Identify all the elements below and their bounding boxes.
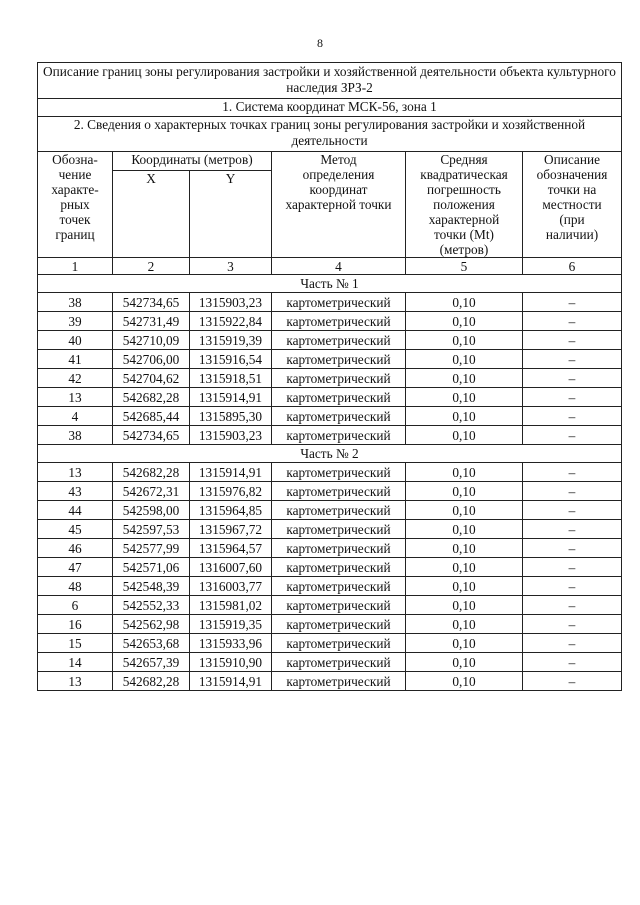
- cell-description: –: [523, 407, 622, 426]
- cell-method: картометрический: [272, 388, 406, 407]
- cell-accuracy: 0,10: [406, 293, 523, 312]
- cell-x: 542734,65: [113, 426, 190, 445]
- cell-y: 1316007,60: [190, 558, 272, 577]
- cell-method: картометрический: [272, 558, 406, 577]
- cell-x: 542552,33: [113, 596, 190, 615]
- cell-method: картометрический: [272, 463, 406, 482]
- cell-point: 41: [38, 350, 113, 369]
- cell-y: 1315919,39: [190, 331, 272, 350]
- header-x: X: [113, 171, 190, 258]
- cell-x: 542731,49: [113, 312, 190, 331]
- cell-x: 542734,65: [113, 293, 190, 312]
- cell-method: картометрический: [272, 615, 406, 634]
- table-row: [38, 520, 622, 539]
- cell-accuracy: 0,10: [406, 482, 523, 501]
- cell-point: 45: [38, 520, 113, 539]
- part-heading: Часть № 2: [38, 445, 622, 463]
- section-heading: 2. Сведения о характерных точках границ зоны регулирования застройки и хозяйственной деятельности: [38, 117, 622, 152]
- cell-x: 542685,44: [113, 407, 190, 426]
- cell-method: картометрический: [272, 520, 406, 539]
- column-number: 4: [272, 258, 406, 275]
- cell-point: 38: [38, 426, 113, 445]
- column-number: 3: [190, 258, 272, 275]
- cell-description: –: [523, 312, 622, 331]
- table-row: [38, 615, 622, 634]
- cell-method: картометрический: [272, 501, 406, 520]
- cell-point: 4: [38, 407, 113, 426]
- cell-y: 1315914,91: [190, 388, 272, 407]
- cell-method: картометрический: [272, 482, 406, 501]
- cell-method: картометрический: [272, 634, 406, 653]
- cell-x: 542682,28: [113, 463, 190, 482]
- column-number: 5: [406, 258, 523, 275]
- cell-description: –: [523, 388, 622, 407]
- cell-y: 1315922,84: [190, 312, 272, 331]
- cell-description: –: [523, 577, 622, 596]
- cell-description: –: [523, 596, 622, 615]
- cell-x: 542706,00: [113, 350, 190, 369]
- cell-method: картометрический: [272, 312, 406, 331]
- cell-point: 43: [38, 482, 113, 501]
- cell-point: 42: [38, 369, 113, 388]
- cell-point: 38: [38, 293, 113, 312]
- cell-x: 542704,62: [113, 369, 190, 388]
- cell-description: –: [523, 482, 622, 501]
- cell-accuracy: 0,10: [406, 672, 523, 691]
- table-row: [38, 539, 622, 558]
- cell-y: 1315964,57: [190, 539, 272, 558]
- cell-accuracy: 0,10: [406, 520, 523, 539]
- table-row: [38, 312, 622, 331]
- cell-x: 542653,68: [113, 634, 190, 653]
- cell-y: 1315967,72: [190, 520, 272, 539]
- cell-y: 1315903,23: [190, 293, 272, 312]
- header-y: Y: [190, 171, 272, 258]
- cell-point: 13: [38, 463, 113, 482]
- cell-x: 542682,28: [113, 388, 190, 407]
- cell-y: 1315976,82: [190, 482, 272, 501]
- cell-x: 542571,06: [113, 558, 190, 577]
- cell-point: 6: [38, 596, 113, 615]
- cell-accuracy: 0,10: [406, 558, 523, 577]
- cell-accuracy: 0,10: [406, 463, 523, 482]
- cell-y: 1315910,90: [190, 653, 272, 672]
- cell-x: 542657,39: [113, 653, 190, 672]
- cell-y: 1315964,85: [190, 501, 272, 520]
- column-number-row: [38, 258, 622, 275]
- cell-point: 13: [38, 672, 113, 691]
- cell-point: 46: [38, 539, 113, 558]
- cell-method: картометрический: [272, 577, 406, 596]
- cell-method: картометрический: [272, 407, 406, 426]
- cell-accuracy: 0,10: [406, 407, 523, 426]
- cell-point: 48: [38, 577, 113, 596]
- cell-accuracy: 0,10: [406, 501, 523, 520]
- cell-method: картометрический: [272, 426, 406, 445]
- cell-y: 1315895,30: [190, 407, 272, 426]
- cell-accuracy: 0,10: [406, 539, 523, 558]
- cell-description: –: [523, 369, 622, 388]
- cell-y: 1315914,91: [190, 672, 272, 691]
- cell-point: 14: [38, 653, 113, 672]
- cell-method: картометрический: [272, 653, 406, 672]
- boundary-points-table: [37, 62, 622, 691]
- cell-y: 1315903,23: [190, 426, 272, 445]
- cell-accuracy: 0,10: [406, 350, 523, 369]
- document-title: Описание границ зоны регулирования застройки и хозяйственной деятельности объекта культурного наследия ЗРЗ-2: [38, 63, 622, 99]
- cell-accuracy: 0,10: [406, 426, 523, 445]
- cell-point: 47: [38, 558, 113, 577]
- column-number: 6: [523, 258, 622, 275]
- table-row: [38, 369, 622, 388]
- column-number: 2: [113, 258, 190, 275]
- cell-accuracy: 0,10: [406, 331, 523, 350]
- cell-accuracy: 0,10: [406, 388, 523, 407]
- cell-method: картометрический: [272, 369, 406, 388]
- cell-description: –: [523, 539, 622, 558]
- cell-point: 39: [38, 312, 113, 331]
- table-row: [38, 350, 622, 369]
- header-method: Метод определения координат характерной точки: [272, 152, 406, 258]
- cell-description: –: [523, 653, 622, 672]
- cell-method: картометрический: [272, 539, 406, 558]
- table-row: [38, 501, 622, 520]
- table-row: [38, 293, 622, 312]
- cell-x: 542710,09: [113, 331, 190, 350]
- cell-y: 1315918,51: [190, 369, 272, 388]
- cell-accuracy: 0,10: [406, 596, 523, 615]
- cell-y: 1315933,96: [190, 634, 272, 653]
- cell-x: 542577,99: [113, 539, 190, 558]
- cell-x: 542672,31: [113, 482, 190, 501]
- cell-description: –: [523, 520, 622, 539]
- cell-method: картометрический: [272, 672, 406, 691]
- cell-x: 542598,00: [113, 501, 190, 520]
- cell-accuracy: 0,10: [406, 369, 523, 388]
- table-row: [38, 407, 622, 426]
- cell-y: 1315914,91: [190, 463, 272, 482]
- header-point-designation: Обозна- чение характе- рных точек границ: [38, 152, 113, 258]
- table-row: [38, 672, 622, 691]
- cell-x: 542548,39: [113, 577, 190, 596]
- cell-point: 40: [38, 331, 113, 350]
- table-row: [38, 482, 622, 501]
- table-row: [38, 388, 622, 407]
- cell-description: –: [523, 350, 622, 369]
- cell-x: 542562,98: [113, 615, 190, 634]
- cell-method: картометрический: [272, 596, 406, 615]
- header-description: Описание обозначения точки на местности (при наличии): [523, 152, 622, 258]
- cell-point: 15: [38, 634, 113, 653]
- cell-accuracy: 0,10: [406, 634, 523, 653]
- column-number: 1: [38, 258, 113, 275]
- cell-method: картометрический: [272, 293, 406, 312]
- cell-x: 542597,53: [113, 520, 190, 539]
- cell-description: –: [523, 293, 622, 312]
- cell-description: –: [523, 558, 622, 577]
- table-row: [38, 653, 622, 672]
- table-row: [38, 331, 622, 350]
- part-heading: Часть № 1: [38, 275, 622, 293]
- cell-x: 542682,28: [113, 672, 190, 691]
- table-row: [38, 634, 622, 653]
- cell-y: 1315916,54: [190, 350, 272, 369]
- cell-y: 1315919,35: [190, 615, 272, 634]
- cell-y: 1316003,77: [190, 577, 272, 596]
- cell-point: 16: [38, 615, 113, 634]
- table-row: [38, 426, 622, 445]
- cell-method: картометрический: [272, 331, 406, 350]
- coordinate-system: 1. Система координат МСК-56, зона 1: [38, 99, 622, 117]
- table-row: [38, 596, 622, 615]
- table-row: [38, 577, 622, 596]
- cell-description: –: [523, 426, 622, 445]
- cell-description: –: [523, 672, 622, 691]
- header-accuracy: Средняя квадратическая погрешность положения характерной точки (Mt) (метров): [406, 152, 523, 258]
- cell-description: –: [523, 634, 622, 653]
- cell-description: –: [523, 501, 622, 520]
- cell-y: 1315981,02: [190, 596, 272, 615]
- cell-accuracy: 0,10: [406, 577, 523, 596]
- cell-description: –: [523, 331, 622, 350]
- cell-description: –: [523, 615, 622, 634]
- cell-point: 13: [38, 388, 113, 407]
- table-row: [38, 463, 622, 482]
- cell-method: картометрический: [272, 350, 406, 369]
- table-row: [38, 558, 622, 577]
- header-coordinates: Координаты (метров): [113, 152, 272, 171]
- page-number: 8: [317, 36, 323, 50]
- cell-point: 44: [38, 501, 113, 520]
- cell-description: –: [523, 463, 622, 482]
- cell-accuracy: 0,10: [406, 312, 523, 331]
- cell-accuracy: 0,10: [406, 653, 523, 672]
- cell-accuracy: 0,10: [406, 615, 523, 634]
